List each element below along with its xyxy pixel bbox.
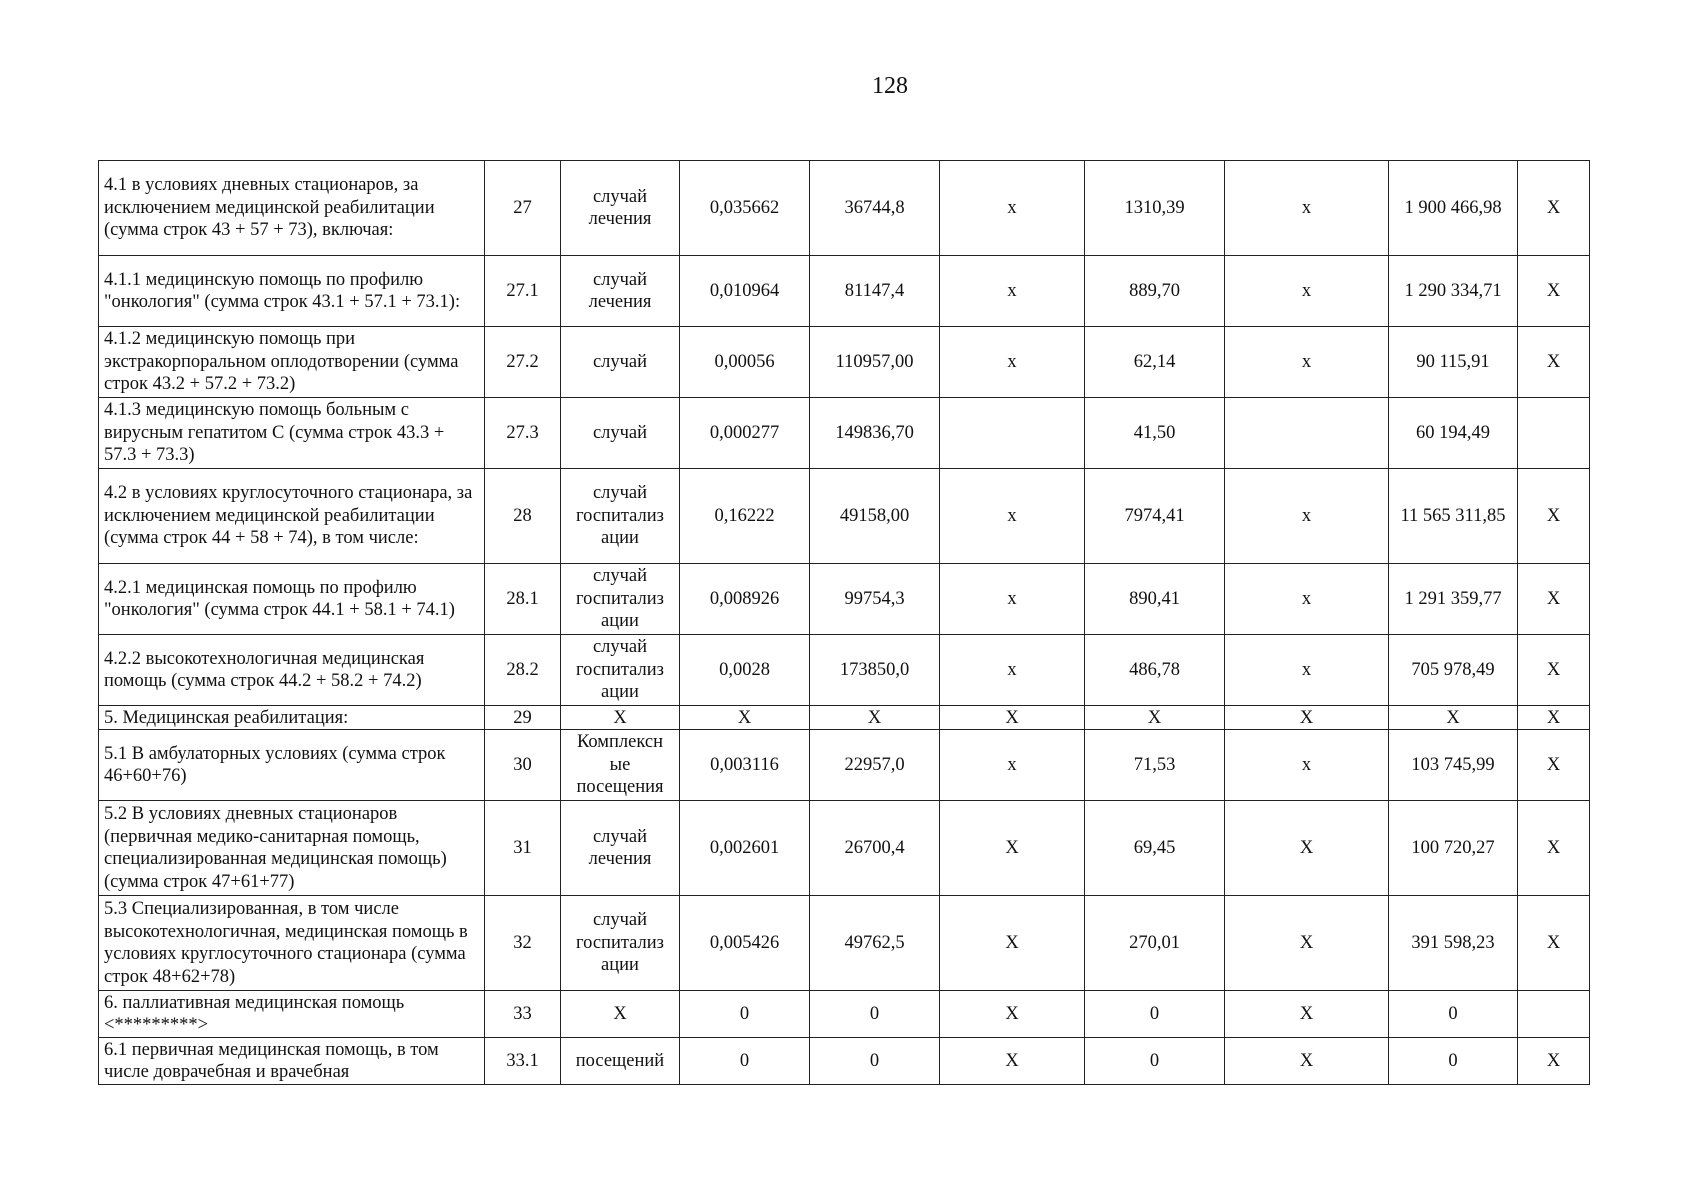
oms-total-cell: 0: [1389, 991, 1518, 1038]
per-capita-cell: 0: [1085, 1038, 1225, 1085]
cost-cell: 49762,5: [810, 896, 940, 991]
budget-total-cell: х: [1225, 327, 1389, 398]
cost-budget-cell: Х: [940, 991, 1085, 1038]
row-number-cell: 33.1: [485, 1038, 561, 1085]
data-table: [98, 160, 1590, 1085]
oms-total-cell: 1 900 466,98: [1389, 161, 1518, 256]
volume-cell: Х: [680, 706, 810, 730]
budget-total-cell: Х: [1225, 801, 1389, 896]
volume-cell: 0: [680, 991, 810, 1038]
per-capita-cell: 41,50: [1085, 398, 1225, 469]
cost-cell: 22957,0: [810, 730, 940, 801]
table-row: [99, 706, 1590, 730]
row-number-cell: 27.2: [485, 327, 561, 398]
unit-cell: Х: [561, 706, 680, 730]
volume-cell: 0,0028: [680, 635, 810, 706]
unit-cell: Комплексн ые посещения: [561, 730, 680, 801]
share-cell: Х: [1518, 706, 1590, 730]
share-cell: Х: [1518, 469, 1590, 564]
cost-budget-cell: Х: [940, 706, 1085, 730]
unit-cell: случай госпитализ ации: [561, 469, 680, 564]
volume-cell: 0,008926: [680, 564, 810, 635]
row-number-cell: 28.1: [485, 564, 561, 635]
volume-cell: 0,00056: [680, 327, 810, 398]
share-cell: Х: [1518, 161, 1590, 256]
table-row: [99, 991, 1590, 1038]
name-cell: 4.2.2 высокотехнологичная медицинская помощь (сумма строк 44.2 + 58.2 + 74.2): [99, 635, 485, 706]
oms-total-cell: 103 745,99: [1389, 730, 1518, 801]
cost-cell: 99754,3: [810, 564, 940, 635]
cost-cell: 149836,70: [810, 398, 940, 469]
unit-cell: случай госпитализ ации: [561, 564, 680, 635]
table-row: [99, 635, 1590, 706]
cost-cell: 110957,00: [810, 327, 940, 398]
share-cell: Х: [1518, 801, 1590, 896]
share-cell: Х: [1518, 896, 1590, 991]
volume-cell: 0,16222: [680, 469, 810, 564]
unit-cell: случай лечения: [561, 801, 680, 896]
cost-budget-cell: х: [940, 161, 1085, 256]
row-number-cell: 27.3: [485, 398, 561, 469]
per-capita-cell: 889,70: [1085, 256, 1225, 327]
per-capita-cell: 486,78: [1085, 635, 1225, 706]
cost-cell: Х: [810, 706, 940, 730]
share-cell: Х: [1518, 635, 1590, 706]
volume-cell: 0,005426: [680, 896, 810, 991]
table-row: [99, 256, 1590, 327]
cost-cell: 0: [810, 991, 940, 1038]
unit-cell: случай госпитализ ации: [561, 896, 680, 991]
table-row: [99, 896, 1590, 991]
share-cell: Х: [1518, 1038, 1590, 1085]
name-cell: 6.1 первичная медицинская помощь, в том числе доврачебная и врачебная: [99, 1038, 485, 1085]
cost-budget-cell: х: [940, 469, 1085, 564]
budget-total-cell: Х: [1225, 991, 1389, 1038]
table-row: [99, 801, 1590, 896]
share-cell: Х: [1518, 256, 1590, 327]
per-capita-cell: 0: [1085, 991, 1225, 1038]
row-number-cell: 29: [485, 706, 561, 730]
budget-total-cell: Х: [1225, 706, 1389, 730]
row-number-cell: 27: [485, 161, 561, 256]
per-capita-cell: 7974,41: [1085, 469, 1225, 564]
oms-total-cell: 1 291 359,77: [1389, 564, 1518, 635]
cost-cell: 26700,4: [810, 801, 940, 896]
cost-budget-cell: х: [940, 635, 1085, 706]
name-cell: 6. паллиативная медицинская помощь <*********>: [99, 991, 485, 1038]
row-number-cell: 32: [485, 896, 561, 991]
table-row: [99, 161, 1590, 256]
per-capita-cell: 69,45: [1085, 801, 1225, 896]
oms-total-cell: 705 978,49: [1389, 635, 1518, 706]
cost-cell: 81147,4: [810, 256, 940, 327]
per-capita-cell: 1310,39: [1085, 161, 1225, 256]
cost-budget-cell: Х: [940, 896, 1085, 991]
cost-budget-cell: Х: [940, 1038, 1085, 1085]
volume-cell: 0,035662: [680, 161, 810, 256]
oms-total-cell: 391 598,23: [1389, 896, 1518, 991]
cost-budget-cell: х: [940, 327, 1085, 398]
unit-cell: случай госпитализ ации: [561, 635, 680, 706]
volume-cell: 0: [680, 1038, 810, 1085]
table-row: [99, 327, 1590, 398]
volume-cell: 0,000277: [680, 398, 810, 469]
name-cell: 4.1.3 медицинскую помощь больным с вирусным гепатитом С (сумма строк 43.3 + 57.3 + 73.3): [99, 398, 485, 469]
name-cell: 5. Медицинская реабилитация:: [99, 706, 485, 730]
table-row: [99, 564, 1590, 635]
share-cell: [1518, 398, 1590, 469]
share-cell: Х: [1518, 564, 1590, 635]
budget-total-cell: х: [1225, 256, 1389, 327]
oms-total-cell: Х: [1389, 706, 1518, 730]
budget-total-cell: х: [1225, 635, 1389, 706]
row-number-cell: 31: [485, 801, 561, 896]
volume-cell: 0,003116: [680, 730, 810, 801]
oms-total-cell: 90 115,91: [1389, 327, 1518, 398]
cost-cell: 36744,8: [810, 161, 940, 256]
row-number-cell: 28: [485, 469, 561, 564]
budget-total-cell: х: [1225, 564, 1389, 635]
cost-cell: 49158,00: [810, 469, 940, 564]
name-cell: 4.1.2 медицинскую помощь при экстракорпоральном оплодотворении (сумма строк 43.2 + 57.2 + 73.2): [99, 327, 485, 398]
cost-budget-cell: х: [940, 730, 1085, 801]
page-number: 128: [872, 73, 908, 99]
per-capita-cell: 71,53: [1085, 730, 1225, 801]
table-row: [99, 730, 1590, 801]
cost-budget-cell: х: [940, 256, 1085, 327]
row-number-cell: 28.2: [485, 635, 561, 706]
name-cell: 4.1 в условиях дневных стационаров, за исключением медицинской реабилитации (сумма строк 43 + 57 + 73), включая:: [99, 161, 485, 256]
name-cell: 4.1.1 медицинскую помощь по профилю "онкология" (сумма строк 43.1 + 57.1 + 73.1):: [99, 256, 485, 327]
oms-total-cell: 11 565 311,85: [1389, 469, 1518, 564]
table-row: [99, 398, 1590, 469]
row-number-cell: 30: [485, 730, 561, 801]
cost-cell: 173850,0: [810, 635, 940, 706]
cost-budget-cell: [940, 398, 1085, 469]
budget-total-cell: Х: [1225, 1038, 1389, 1085]
unit-cell: случай: [561, 327, 680, 398]
share-cell: Х: [1518, 730, 1590, 801]
share-cell: Х: [1518, 327, 1590, 398]
per-capita-cell: 890,41: [1085, 564, 1225, 635]
table-row: [99, 469, 1590, 564]
cost-budget-cell: Х: [940, 801, 1085, 896]
volume-cell: 0,002601: [680, 801, 810, 896]
unit-cell: случай лечения: [561, 256, 680, 327]
name-cell: 5.2 В условиях дневных стационаров (первичная медико-санитарная помощь, специализированная медицинская помощь) (сумма строк 47+61+77): [99, 801, 485, 896]
table-row: [99, 1038, 1590, 1085]
name-cell: 4.2.1 медицинская помощь по профилю "онкология" (сумма строк 44.1 + 58.1 + 74.1): [99, 564, 485, 635]
unit-cell: посещений: [561, 1038, 680, 1085]
oms-total-cell: 60 194,49: [1389, 398, 1518, 469]
oms-total-cell: 100 720,27: [1389, 801, 1518, 896]
oms-total-cell: 1 290 334,71: [1389, 256, 1518, 327]
cost-budget-cell: х: [940, 564, 1085, 635]
oms-total-cell: 0: [1389, 1038, 1518, 1085]
name-cell: 4.2 в условиях круглосуточного стационара, за исключением медицинской реабилитации (сумма строк 44 + 58 + 74), в том числе:: [99, 469, 485, 564]
table-body: [99, 161, 1590, 1085]
row-number-cell: 27.1: [485, 256, 561, 327]
unit-cell: случай: [561, 398, 680, 469]
share-cell: [1518, 991, 1590, 1038]
per-capita-cell: Х: [1085, 706, 1225, 730]
cost-cell: 0: [810, 1038, 940, 1085]
row-number-cell: 33: [485, 991, 561, 1038]
unit-cell: Х: [561, 991, 680, 1038]
per-capita-cell: 270,01: [1085, 896, 1225, 991]
volume-cell: 0,010964: [680, 256, 810, 327]
unit-cell: случай лечения: [561, 161, 680, 256]
name-cell: 5.1 В амбулаторных условиях (сумма строк 46+60+76): [99, 730, 485, 801]
budget-total-cell: [1225, 398, 1389, 469]
budget-total-cell: х: [1225, 469, 1389, 564]
budget-total-cell: х: [1225, 730, 1389, 801]
budget-total-cell: Х: [1225, 896, 1389, 991]
per-capita-cell: 62,14: [1085, 327, 1225, 398]
budget-total-cell: х: [1225, 161, 1389, 256]
name-cell: 5.3 Специализированная, в том числе высокотехнологичная, медицинская помощь в условиях круглосуточного стационара (сумма строк 48+62+78): [99, 896, 485, 991]
